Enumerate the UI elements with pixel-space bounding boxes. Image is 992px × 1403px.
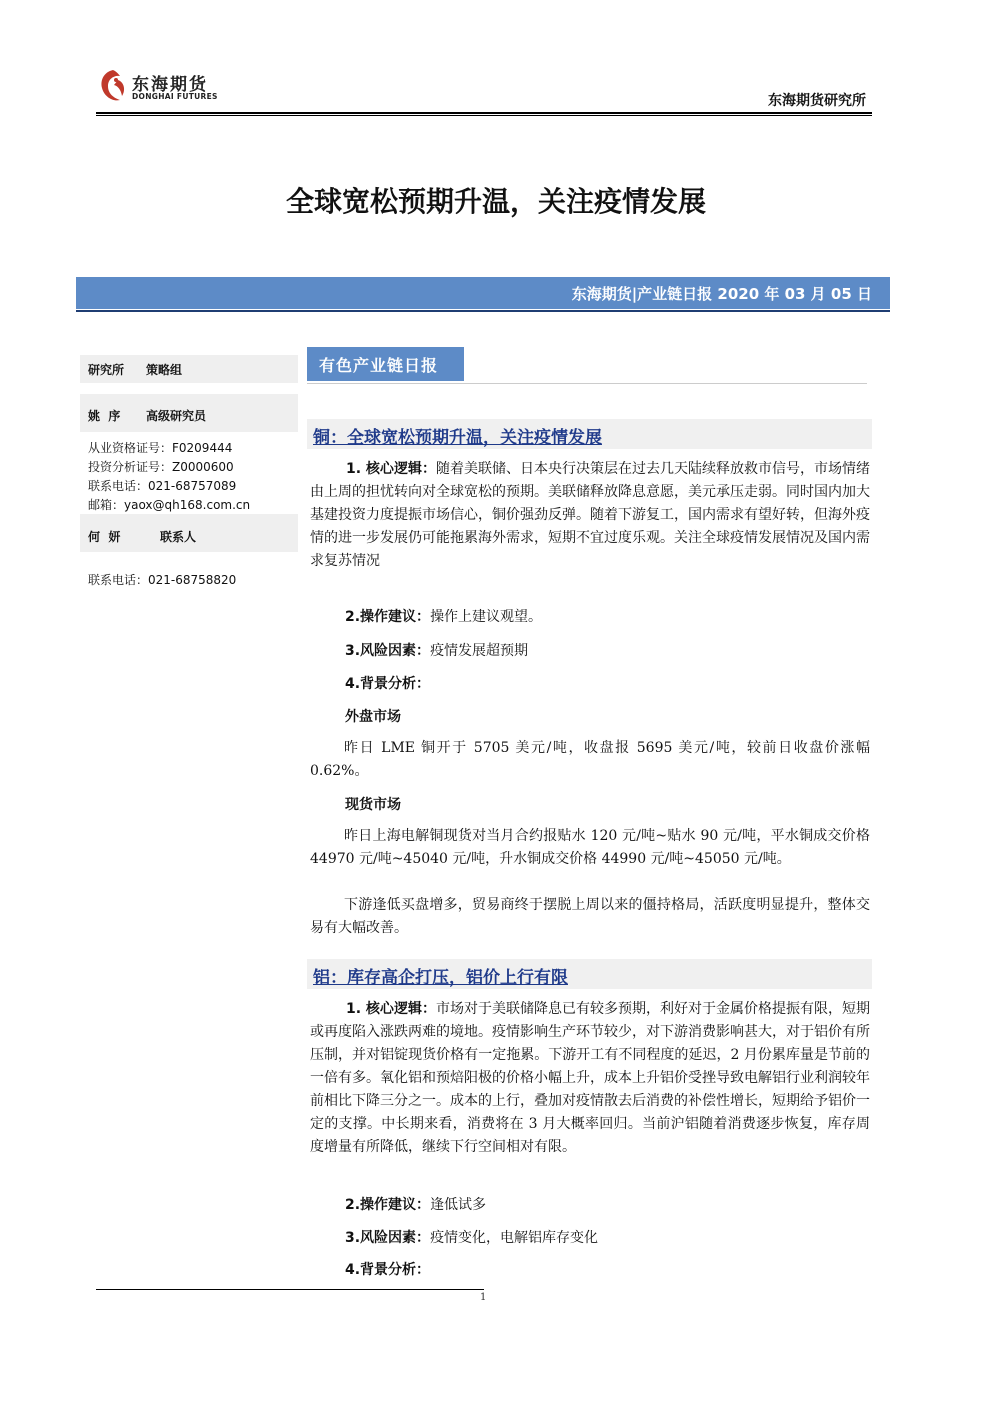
page-number: 1	[480, 1292, 487, 1303]
aluminum-core-logic	[310, 998, 870, 1159]
phone-1: 联系电话：021-68757089	[88, 479, 237, 493]
copper-heading[interactable]: 铜：全球宽松预期升温，关注疫情发展	[313, 428, 602, 448]
analyst2-role: 联系人	[160, 530, 197, 544]
analyst2-name: 何 妍	[88, 530, 121, 544]
copper-overseas-text: 昨日 LME 铜开于 5705 美元/吨，收盘报 5695 美元/吨，较前日收盘价涨幅 0.62%。	[310, 740, 870, 779]
analyst1-name: 姚 序	[88, 409, 121, 423]
aluminum-op	[345, 1194, 486, 1214]
copper-logic-label: 1. 核心逻辑：	[346, 461, 436, 477]
copper-spot-label: 现货市场	[345, 797, 401, 813]
copper-risk	[345, 640, 528, 660]
copper-op-label: 2.操作建议：	[345, 609, 431, 625]
aluminum-risk-text: 疫情变化，电解铝库存变化	[430, 1230, 599, 1246]
aluminum-op-text: 逢低试多	[430, 1197, 487, 1213]
copper-spot-text-2: 下游逢低买盘增多，贸易商终于摆脱上周以来的僵持格局，活跃度明显提升，整体交易有大幅改善。	[310, 897, 870, 936]
banner-underline	[76, 310, 890, 312]
header-divider	[96, 112, 872, 114]
donghai-logo	[98, 66, 238, 108]
aluminum-heading[interactable]: 铝：库存高企打压，铝价上行有限	[313, 968, 568, 988]
copper-spot-text: 昨日上海电解铜现货对当月合约报贴水 120 元/吨~贴水 90 元/吨，平水铜成交价格 44970 元/吨~45040 元/吨，升水铜成交价格 44990 元/吨~45050 元/吨。	[310, 828, 870, 867]
copper-logic-text: 随着美联储、日本央行决策层在过去几天陆续释放救市信号，市场情绪由上周的担忧转向对全球宽松的预期。美联储释放降息意愿，美元承压走弱。同时国内加大基建投资力度提振市场信心，铜价强劲反弹。随着下游复工，国内需求有望好转，但海外疫情的进一步发展仍可能拖累海外需求，短期不宜过度乐观。关注全球疫情发展情况及国内需求复苏情况	[310, 461, 871, 569]
header-divider-thin	[96, 115, 872, 116]
phone-2: 联系电话：021-68758820	[88, 573, 237, 587]
aluminum-logic-label: 1. 核心逻辑：	[346, 1001, 436, 1017]
copper-risk-text: 疫情发展超预期	[430, 643, 529, 659]
copper-core-logic	[310, 458, 870, 573]
section-tag-rule	[307, 383, 867, 384]
aluminum-logic-text: 市场对于美联储降息已有较多预期，利好对于金属价格提振有限，短期或再度陷入涨跌两难的境地。疫情影响生产环节较少，对下游消费影响甚大，对于铝价有所压制，并对铝锭现货价格有一定拖累。下游开工有不同程度的延迟，2 月份累库量是节前的一倍有多。氧化铝和预焙阳极的价格小幅上升，成本上升铝价受挫导致电解铝行业利润较年前相比下降三分之一。成本的上行，叠加对疫情散去后消费的补偿性增长，短期给予铝价一定的支撑。中长期来看，消费将在 3 月大概率回归。当前沪铝随着消费逐步恢复，库存周度增量有所降低，继续下行空间相对有限。	[310, 1001, 871, 1155]
logo-english-text: DONGHAI FUTURES	[132, 92, 218, 101]
copper-risk-label: 3.风险因素：	[345, 643, 431, 659]
dragon-logo-icon	[98, 68, 128, 104]
banner-text: 东海期货|产业链日报 2020 年 03 月 05 日	[571, 285, 872, 303]
email[interactable]: 邮箱：yaox@qh168.com.cn	[88, 498, 251, 512]
section-tag	[307, 347, 464, 381]
sidebar-dept: 研究所	[88, 363, 125, 377]
aluminum-risk	[345, 1227, 598, 1247]
aluminum-op-label: 2.操作建议：	[345, 1197, 431, 1213]
footer-rule	[96, 1289, 484, 1290]
qualification-cert: 从业资格证号：F0209444	[88, 441, 233, 455]
institute-name: 东海期货研究所	[768, 93, 866, 109]
aluminum-bg-label: 4.背景分析：	[345, 1262, 431, 1278]
analyst1-role: 高级研究员	[146, 409, 207, 423]
report-banner	[76, 277, 890, 309]
logo-chinese-text: 东海期货	[132, 75, 208, 95]
copper-bg-label: 4.背景分析：	[345, 676, 431, 692]
copper-op	[345, 606, 542, 626]
aluminum-risk-label: 3.风险因素：	[345, 1230, 431, 1246]
report-title: 全球宽松预期升温，关注疫情发展	[285, 185, 706, 218]
sidebar-team: 策略组	[146, 363, 183, 377]
investment-cert: 投资分析证号：Z0000600	[88, 460, 234, 474]
section-tag-label: 有色产业链日报	[319, 356, 439, 375]
copper-op-text: 操作上建议观望。	[430, 609, 543, 625]
copper-overseas-label: 外盘市场	[345, 709, 401, 725]
